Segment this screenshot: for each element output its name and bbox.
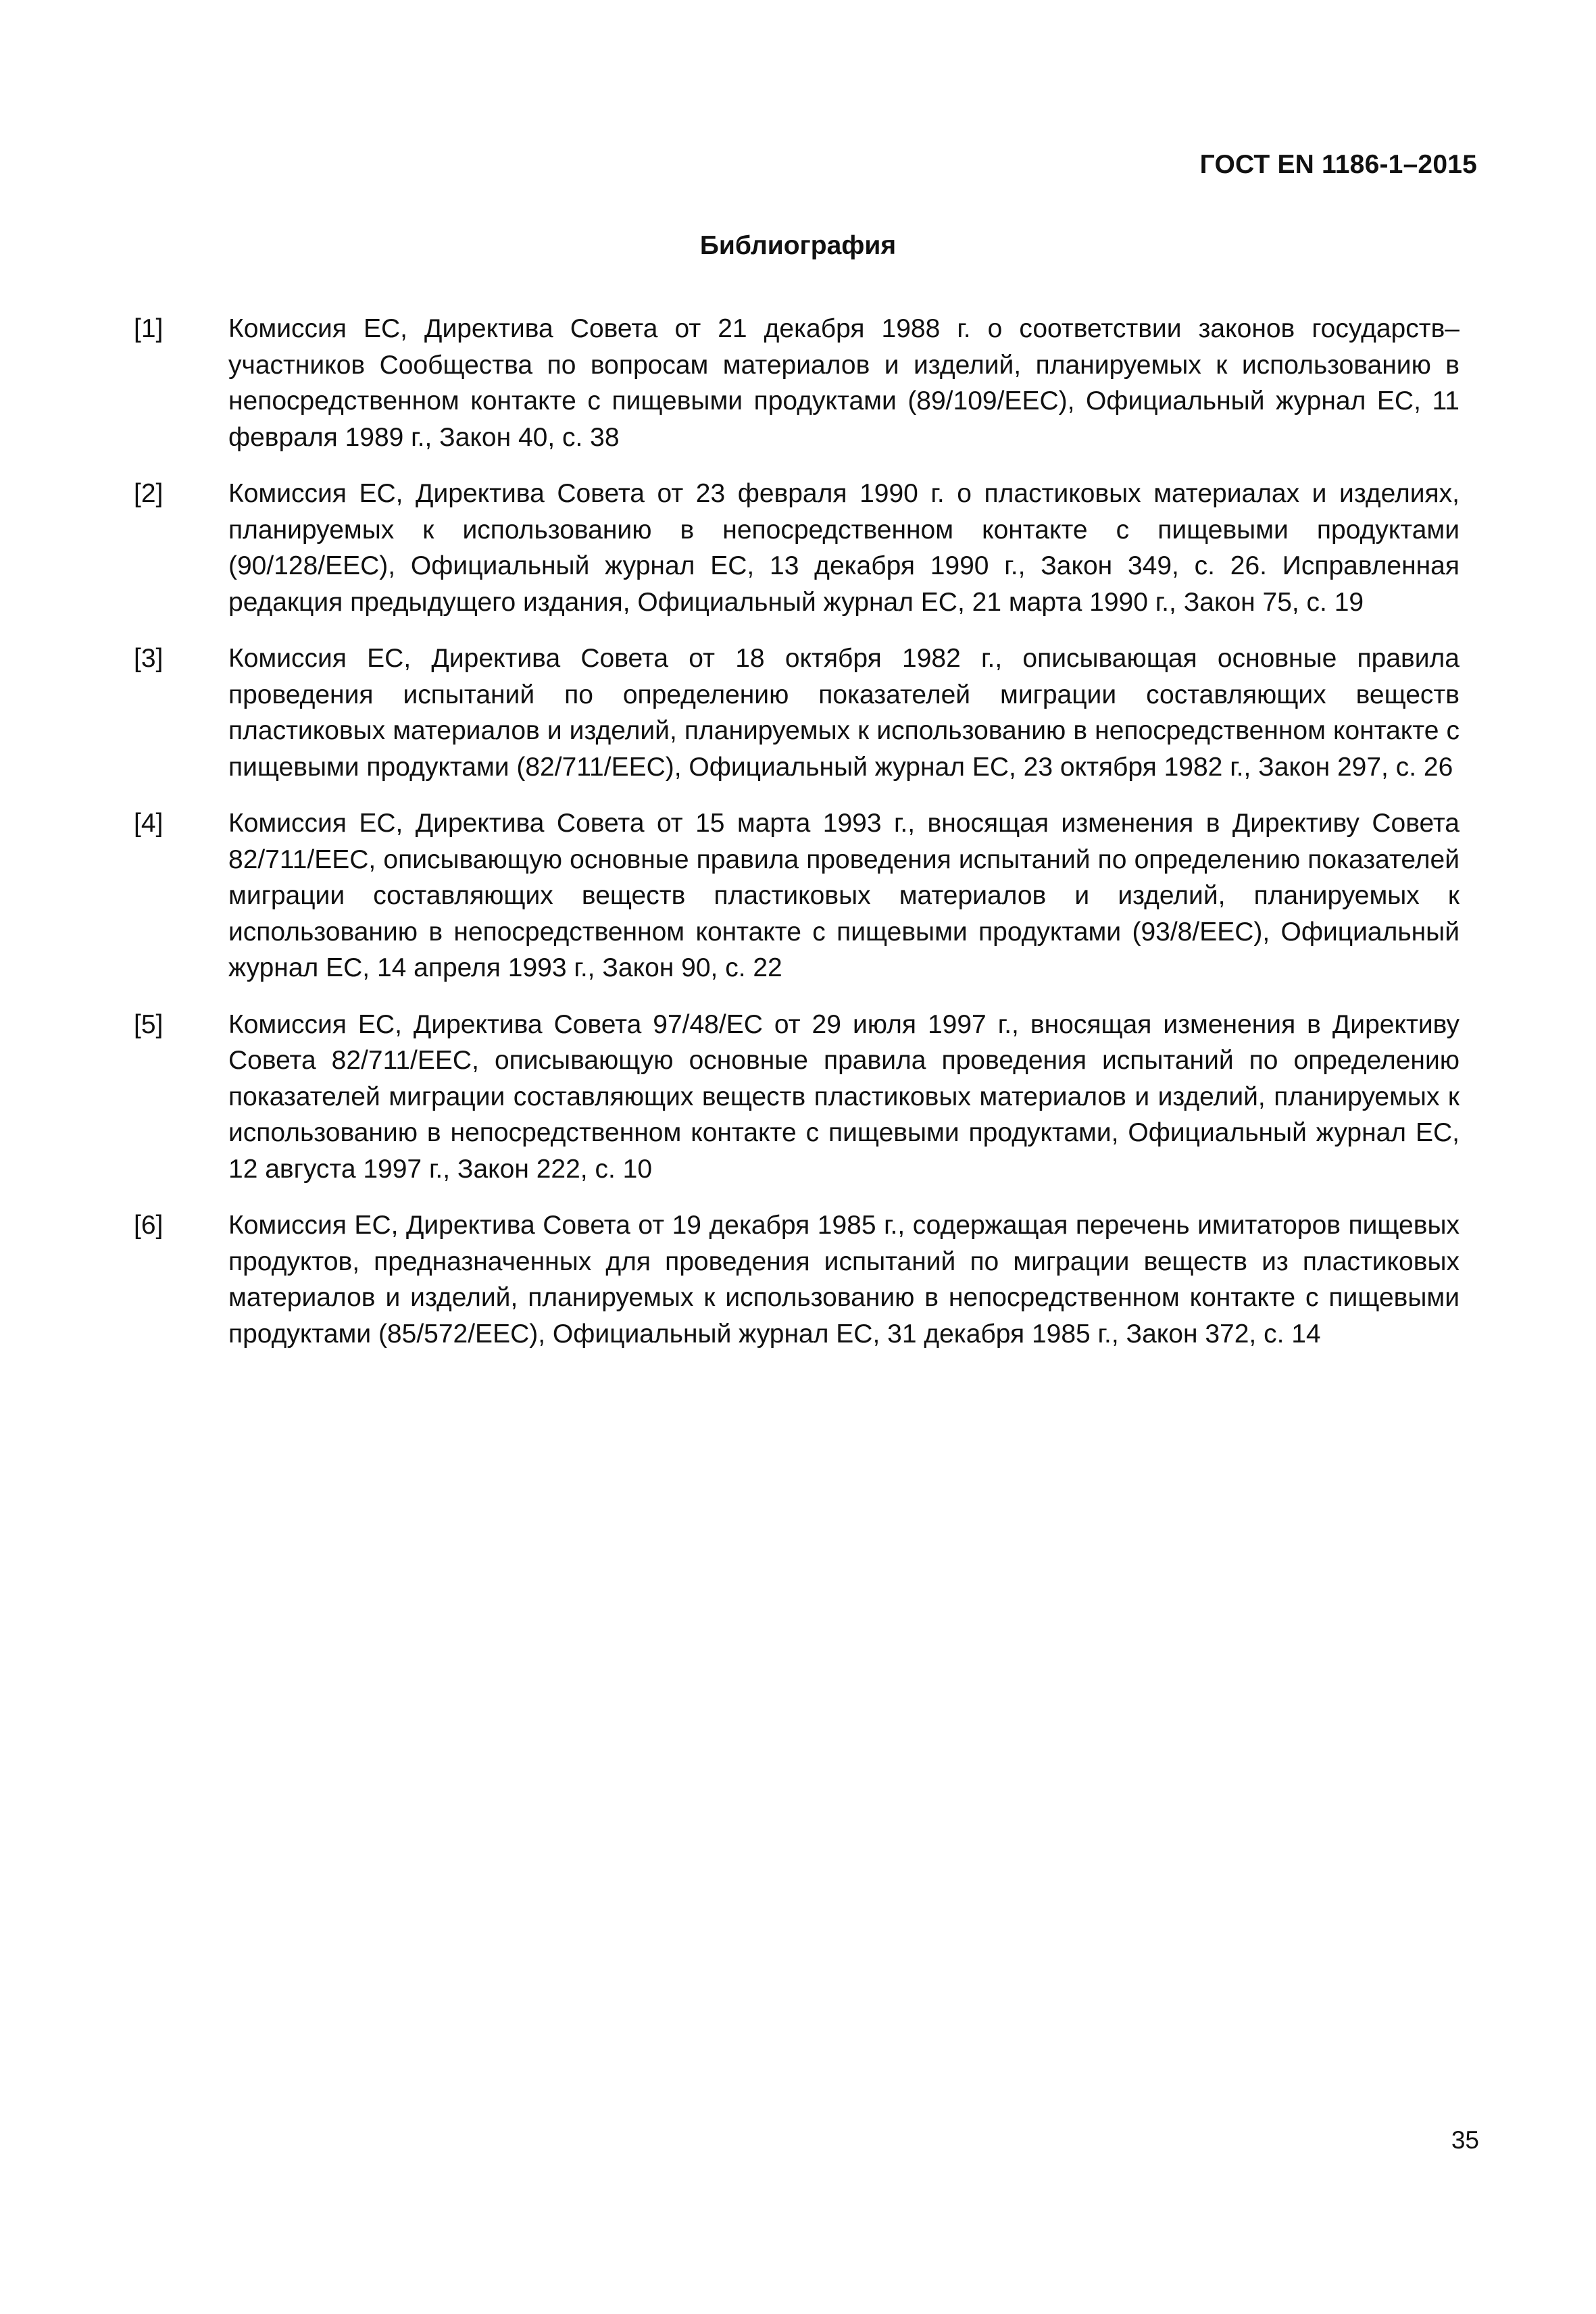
entry-number: [5] [134,1009,164,1039]
entry-number: [4] [134,809,164,838]
entry-text: Комиссия ЕС, Директива Совета от 15 марта 1993 г., вносящая изменения в Директиву Совета 82/711/EEC, описывающую основные правила проведения испытаний по определению показателей миграции составляющих веществ пластиковых материалов и изделий, планируемых к использованию в непосредственном контакте с пищевыми продуктами (93/8/EEC), Официальный журнал ЕС, 14 апреля 1993 г., Закон 90, с. 22 [228,809,1460,982]
page-number: 35 [1451,2126,1479,2154]
document-id: ГОСТ EN 1186-1–2015 [1199,150,1477,179]
entry-number: [1] [134,314,164,343]
section-title: Библиография [699,231,897,260]
bibliography-entry [134,640,1460,785]
entry-number: [3] [134,644,164,673]
entry-text: Комиссия ЕС, Директива Совета 97/48/EC от 29 июля 1997 г., вносящая изменения в Директиву Совета 82/711/EEC, описывающую основные правила проведения испытаний по определению показателей миграции составляющих веществ пластиковых материалов и изделий, планируемых к использованию в непосредственном контакте с пищевыми продуктами, Официальный журнал ЕС, 12 августа 1997 г., Закон 222, с. 10 [228,1009,1460,1184]
entry-text: Комиссия ЕС, Директива Совета от 21 декабря 1988 г. о соответствии законов государств–участников Сообщества по вопросам материалов и изделий, планируемых к использованию в непосредственном контакте с пищевыми продуктами (89/109/EEC), Официальный журнал ЕС, 11 февраля 1989 г., Закон 40, с. 38 [228,314,1460,452]
entry-text: Комиссия ЕС, Директива Совета от 19 декабря 1985 г., содержащая перечень имитаторов пищевых продуктов, предназначенных для проведения испытаний по миграции веществ из пластиковых материалов и изделий, планируемых к использованию в непосредственном контакте с пищевыми продуктами (85/572/EEC), Официальный журнал ЕС, 31 декабря 1985 г., Закон 372, с. 14 [228,1211,1460,1349]
bibliography-entry [134,805,1460,986]
entry-number: [2] [134,479,164,508]
entry-number: [6] [134,1211,164,1240]
bibliography-list [134,311,1460,1372]
entry-text: Комиссия ЕС, Директива Совета от 18 октября 1982 г., описывающая основные правила проведения испытаний по определению показателей миграции составляющих веществ пластиковых материалов и изделий, планируемых к использованию в непосредственном контакте с пищевыми продуктами (82/711/EEC), Официальный журнал ЕС, 23 октября 1982 г., Закон 297, с. 26 [228,644,1460,782]
bibliography-entry [134,1007,1460,1188]
bibliography-entry [134,1207,1460,1352]
bibliography-entry [134,311,1460,455]
entry-text: Комиссия ЕС, Директива Совета от 23 февраля 1990 г. о пластиковых материалах и изделиях, планируемых к использованию в непосредственном контакте с пищевыми продуктами (90/128/EEC), Официальный журнал ЕС, 13 декабря 1990 г., Закон 349, с. 26. Исправленная редакция предыдущего издания, Официальный журнал ЕС, 21 марта 1990 г., Закон 75, с. 19 [228,479,1460,617]
bibliography-entry [134,476,1460,620]
